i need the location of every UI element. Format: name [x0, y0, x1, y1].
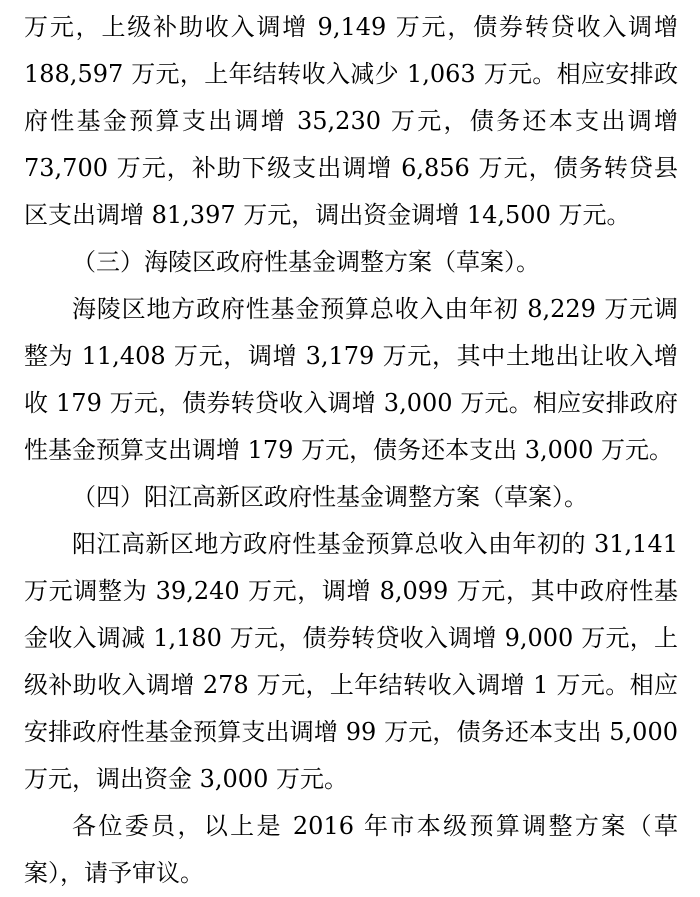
document-page — [0, 4, 700, 887]
section-heading-yangjiang: （四）阳江高新区政府性基金调整方案（草案）。 — [72, 483, 588, 511]
section-heading-haoling: （三）海陵区政府性基金调整方案（草案）。 — [72, 248, 540, 276]
body-paragraph-yangjiang: 阳江高新区地方政府性基金预算总收入由年初的 31,141 万元调整为 39,240 万元，调增 8,099 万元，其中政府性基金收入调减 1,180 万元，债券转贷收入调增 9,000 万元，上级补助收入调增 278 万元，上年结转收入调增 1 万元。相应安排政府性基金预算支出调增 99 万元，债务还本支出 5,000 万元，调出资金 3,000 万元。 — [24, 530, 678, 793]
body-paragraph-continuation: 万元，上级补助收入调增 9,149 万元，债券转贷收入调增 188,597 万元，上年结转收入减少 1,063 万元。相应安排政府性基金预算支出调增 35,230 万元，债务还本支出调增 73,700 万元，补助下级支出调增 6,856 万元，债务转贷县区支出调增 81,397 万元，调出资金调增 14,500 万元。 — [24, 13, 678, 229]
body-paragraph-haoling: 海陵区地方政府性基金预算总收入由年初 8,229 万元调整为 11,408 万元，调增 3,179 万元，其中土地出让收入增收 179 万元，债券转贷收入调增 3,000 万元。相应安排政府性基金预算支出调增 179 万元，债务还本支出 3,000 万元。 — [24, 295, 678, 464]
closing-paragraph: 各位委员，以上是 2016 年市本级预算调整方案（草案），请予审议。 — [24, 812, 678, 887]
